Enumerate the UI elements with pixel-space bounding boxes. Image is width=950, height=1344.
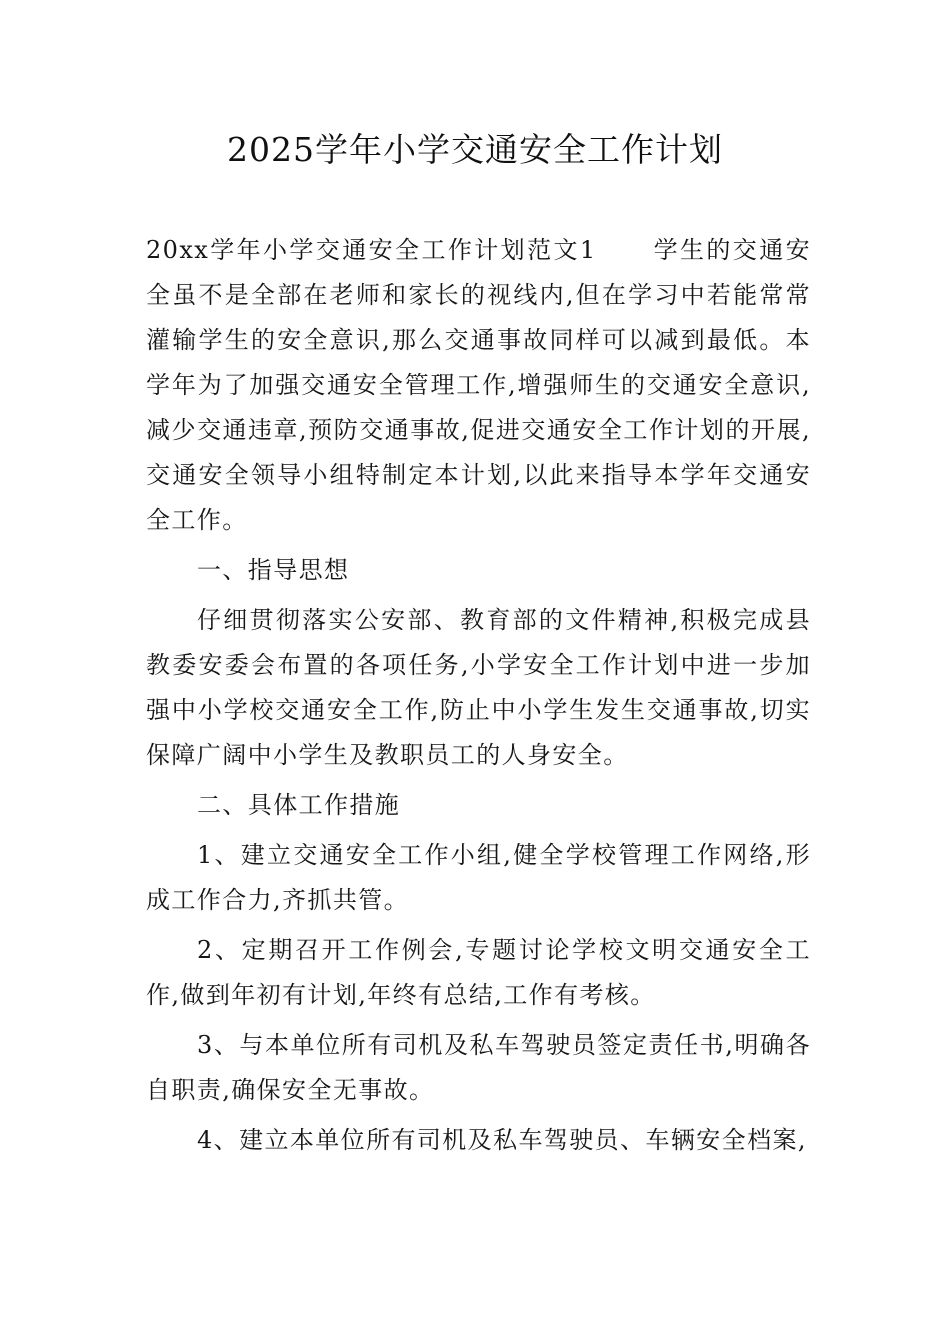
measure-item-1: 1、建立交通安全工作小组,健全学校管理工作网络,形成工作合力,齐抓共管。 bbox=[146, 841, 811, 914]
guiding-thought-paragraph: 仔细贯彻落实公安部、教育部的文件精神,积极完成县教委安委会布置的各项任务,小学安全工作计划中进一步加强中小学校交通安全工作,防止中小学生发生交通事故,切实保障广阔中小学生及教职员工的人身安全。 bbox=[146, 606, 811, 769]
document-title: 2025学年小学交通安全工作计划 bbox=[227, 130, 723, 169]
intro-heading: 20xx学年小学交通安全工作计划范文1 bbox=[146, 236, 597, 264]
section-heading-measures: 二、具体工作措施 bbox=[197, 791, 401, 819]
section-heading-guiding-thought: 一、指导思想 bbox=[197, 556, 350, 584]
measure-item-2: 2、定期召开工作例会,专题讨论学校文明交通安全工作,做到年初有计划,年终有总结,工作有考核。 bbox=[146, 936, 811, 1009]
document-body bbox=[146, 228, 811, 1168]
measure-item-4: 4、建立本单位所有司机及私车驾驶员、车辆安全档案, bbox=[197, 1126, 807, 1154]
intro-paragraph bbox=[146, 228, 811, 543]
measure-item-3: 3、与本单位所有司机及私车驾驶员签定责任书,明确各自职责,确保安全无事故。 bbox=[146, 1031, 811, 1104]
intro-text: 学生的交通安全虽不是全部在老师和家长的视线内,但在学习中若能常常灌输学生的安全意识,那么交通事故同样可以减到最低。本学年为了加强交通安全管理工作,增强师生的交通安全意识,减少交通违章,预防交通事故,促进交通安全工作计划的开展,交通安全领导小组特制定本计划,以此来指导本学年交通安全工作。 bbox=[146, 236, 811, 534]
